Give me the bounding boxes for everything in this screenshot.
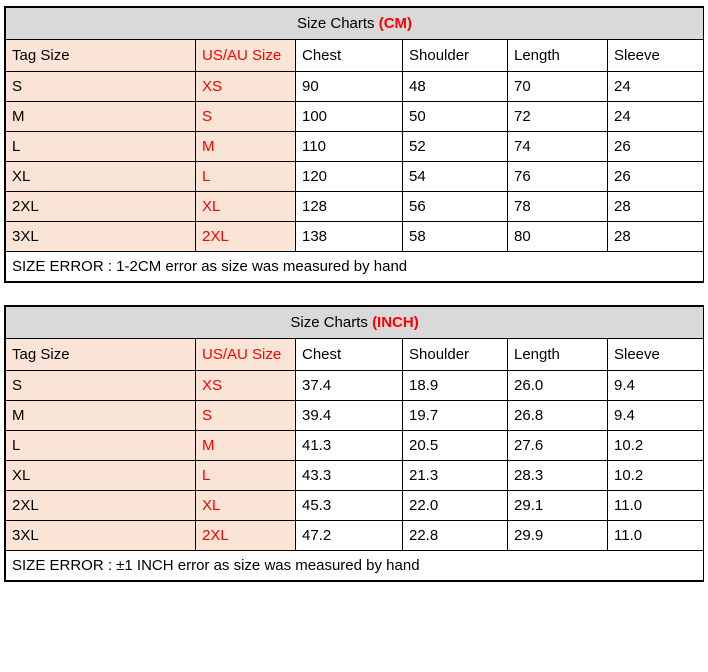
cell-us-au-size: XS [196, 371, 296, 401]
cell-chest: 43.3 [296, 461, 403, 491]
cell-shoulder: 20.5 [403, 431, 508, 461]
size-error-note: SIZE ERROR : ±1 INCH error as size was measured by hand [6, 551, 704, 581]
table-row [6, 521, 704, 551]
table-row [6, 72, 704, 102]
title-row [6, 8, 704, 40]
cell-chest: 128 [296, 192, 403, 222]
cell-shoulder: 48 [403, 72, 508, 102]
cell-chest: 100 [296, 102, 403, 132]
cell-shoulder: 52 [403, 132, 508, 162]
chart-title-main: Size Charts [290, 314, 373, 331]
cell-shoulder: 54 [403, 162, 508, 192]
cell-length: 76 [508, 162, 608, 192]
table-row [6, 371, 704, 401]
cell-sleeve: 26 [608, 132, 704, 162]
column-header-sleeve: Sleeve [608, 339, 704, 371]
chart-title-main: Size Charts [297, 15, 379, 32]
cell-tag-size: 3XL [6, 222, 196, 252]
cell-tag-size: M [6, 102, 196, 132]
cell-length: 26.0 [508, 371, 608, 401]
column-header-chest: Chest [296, 40, 403, 72]
cell-tag-size: 2XL [6, 491, 196, 521]
table-row [6, 222, 704, 252]
cell-chest: 120 [296, 162, 403, 192]
cell-sleeve: 24 [608, 102, 704, 132]
cell-length: 28.3 [508, 461, 608, 491]
chart-title-unit: (CM) [378, 15, 413, 32]
title-row [6, 307, 704, 339]
cell-tag-size: XL [6, 162, 196, 192]
column-header-shoulder: Shoulder [403, 40, 508, 72]
cell-sleeve: 24 [608, 72, 704, 102]
chart-title [6, 307, 704, 339]
cell-chest: 41.3 [296, 431, 403, 461]
column-header-sleeve: Sleeve [608, 40, 704, 72]
cell-sleeve: 11.0 [608, 521, 704, 551]
column-header-tag-size: Tag Size [6, 40, 196, 72]
cell-shoulder: 18.9 [403, 371, 508, 401]
cell-us-au-size: L [196, 162, 296, 192]
cell-length: 26.8 [508, 401, 608, 431]
cell-us-au-size: XS [196, 72, 296, 102]
cell-tag-size: 2XL [6, 192, 196, 222]
cell-chest: 37.4 [296, 371, 403, 401]
cell-tag-size: XL [6, 461, 196, 491]
cell-length: 29.1 [508, 491, 608, 521]
cell-us-au-size: XL [196, 192, 296, 222]
table-row [6, 431, 704, 461]
cell-sleeve: 10.2 [608, 461, 704, 491]
cell-chest: 39.4 [296, 401, 403, 431]
cell-sleeve: 11.0 [608, 491, 704, 521]
cell-chest: 90 [296, 72, 403, 102]
chart-title-unit: (INCH) [372, 314, 419, 331]
cell-length: 78 [508, 192, 608, 222]
column-header-us-au-size: US/AU Size [196, 339, 296, 371]
table-row [6, 132, 704, 162]
cell-us-au-size: 2XL [196, 222, 296, 252]
cell-shoulder: 21.3 [403, 461, 508, 491]
column-header-us-au-size: US/AU Size [196, 40, 296, 72]
note-row [6, 252, 704, 282]
cell-length: 72 [508, 102, 608, 132]
cell-chest: 138 [296, 222, 403, 252]
size-chart-inch [4, 305, 704, 582]
column-header-length: Length [508, 40, 608, 72]
cell-us-au-size: S [196, 401, 296, 431]
cell-sleeve: 10.2 [608, 431, 704, 461]
cell-us-au-size: 2XL [196, 521, 296, 551]
table-row [6, 491, 704, 521]
cell-us-au-size: M [196, 431, 296, 461]
table-row [6, 102, 704, 132]
cell-tag-size: S [6, 72, 196, 102]
cell-us-au-size: S [196, 102, 296, 132]
cell-chest: 110 [296, 132, 403, 162]
cell-length: 27.6 [508, 431, 608, 461]
cell-sleeve: 26 [608, 162, 704, 192]
cell-sleeve: 28 [608, 192, 704, 222]
table-row [6, 162, 704, 192]
cell-us-au-size: XL [196, 491, 296, 521]
cell-shoulder: 58 [403, 222, 508, 252]
size-chart-cm-table [5, 7, 704, 282]
note-row [6, 551, 704, 581]
cell-tag-size: L [6, 132, 196, 162]
header-row [6, 40, 704, 72]
size-chart-inch-table [5, 306, 704, 581]
size-chart-cm [4, 6, 704, 283]
cell-us-au-size: M [196, 132, 296, 162]
cell-chest: 47.2 [296, 521, 403, 551]
cell-sleeve: 28 [608, 222, 704, 252]
cell-tag-size: S [6, 371, 196, 401]
chart-title [6, 8, 704, 40]
size-error-note: SIZE ERROR : 1-2CM error as size was measured by hand [6, 252, 704, 282]
cell-shoulder: 22.0 [403, 491, 508, 521]
cell-tag-size: 3XL [6, 521, 196, 551]
cell-length: 29.9 [508, 521, 608, 551]
cell-tag-size: M [6, 401, 196, 431]
cell-length: 74 [508, 132, 608, 162]
column-header-length: Length [508, 339, 608, 371]
cell-sleeve: 9.4 [608, 371, 704, 401]
cell-sleeve: 9.4 [608, 401, 704, 431]
cell-tag-size: L [6, 431, 196, 461]
cell-shoulder: 19.7 [403, 401, 508, 431]
cell-length: 70 [508, 72, 608, 102]
cell-us-au-size: L [196, 461, 296, 491]
cell-shoulder: 22.8 [403, 521, 508, 551]
cell-shoulder: 50 [403, 102, 508, 132]
chart-spacer [4, 283, 704, 305]
table-row [6, 461, 704, 491]
cell-length: 80 [508, 222, 608, 252]
table-row [6, 192, 704, 222]
column-header-chest: Chest [296, 339, 403, 371]
header-row [6, 339, 704, 371]
column-header-tag-size: Tag Size [6, 339, 196, 371]
cell-shoulder: 56 [403, 192, 508, 222]
cell-chest: 45.3 [296, 491, 403, 521]
table-row [6, 401, 704, 431]
column-header-shoulder: Shoulder [403, 339, 508, 371]
